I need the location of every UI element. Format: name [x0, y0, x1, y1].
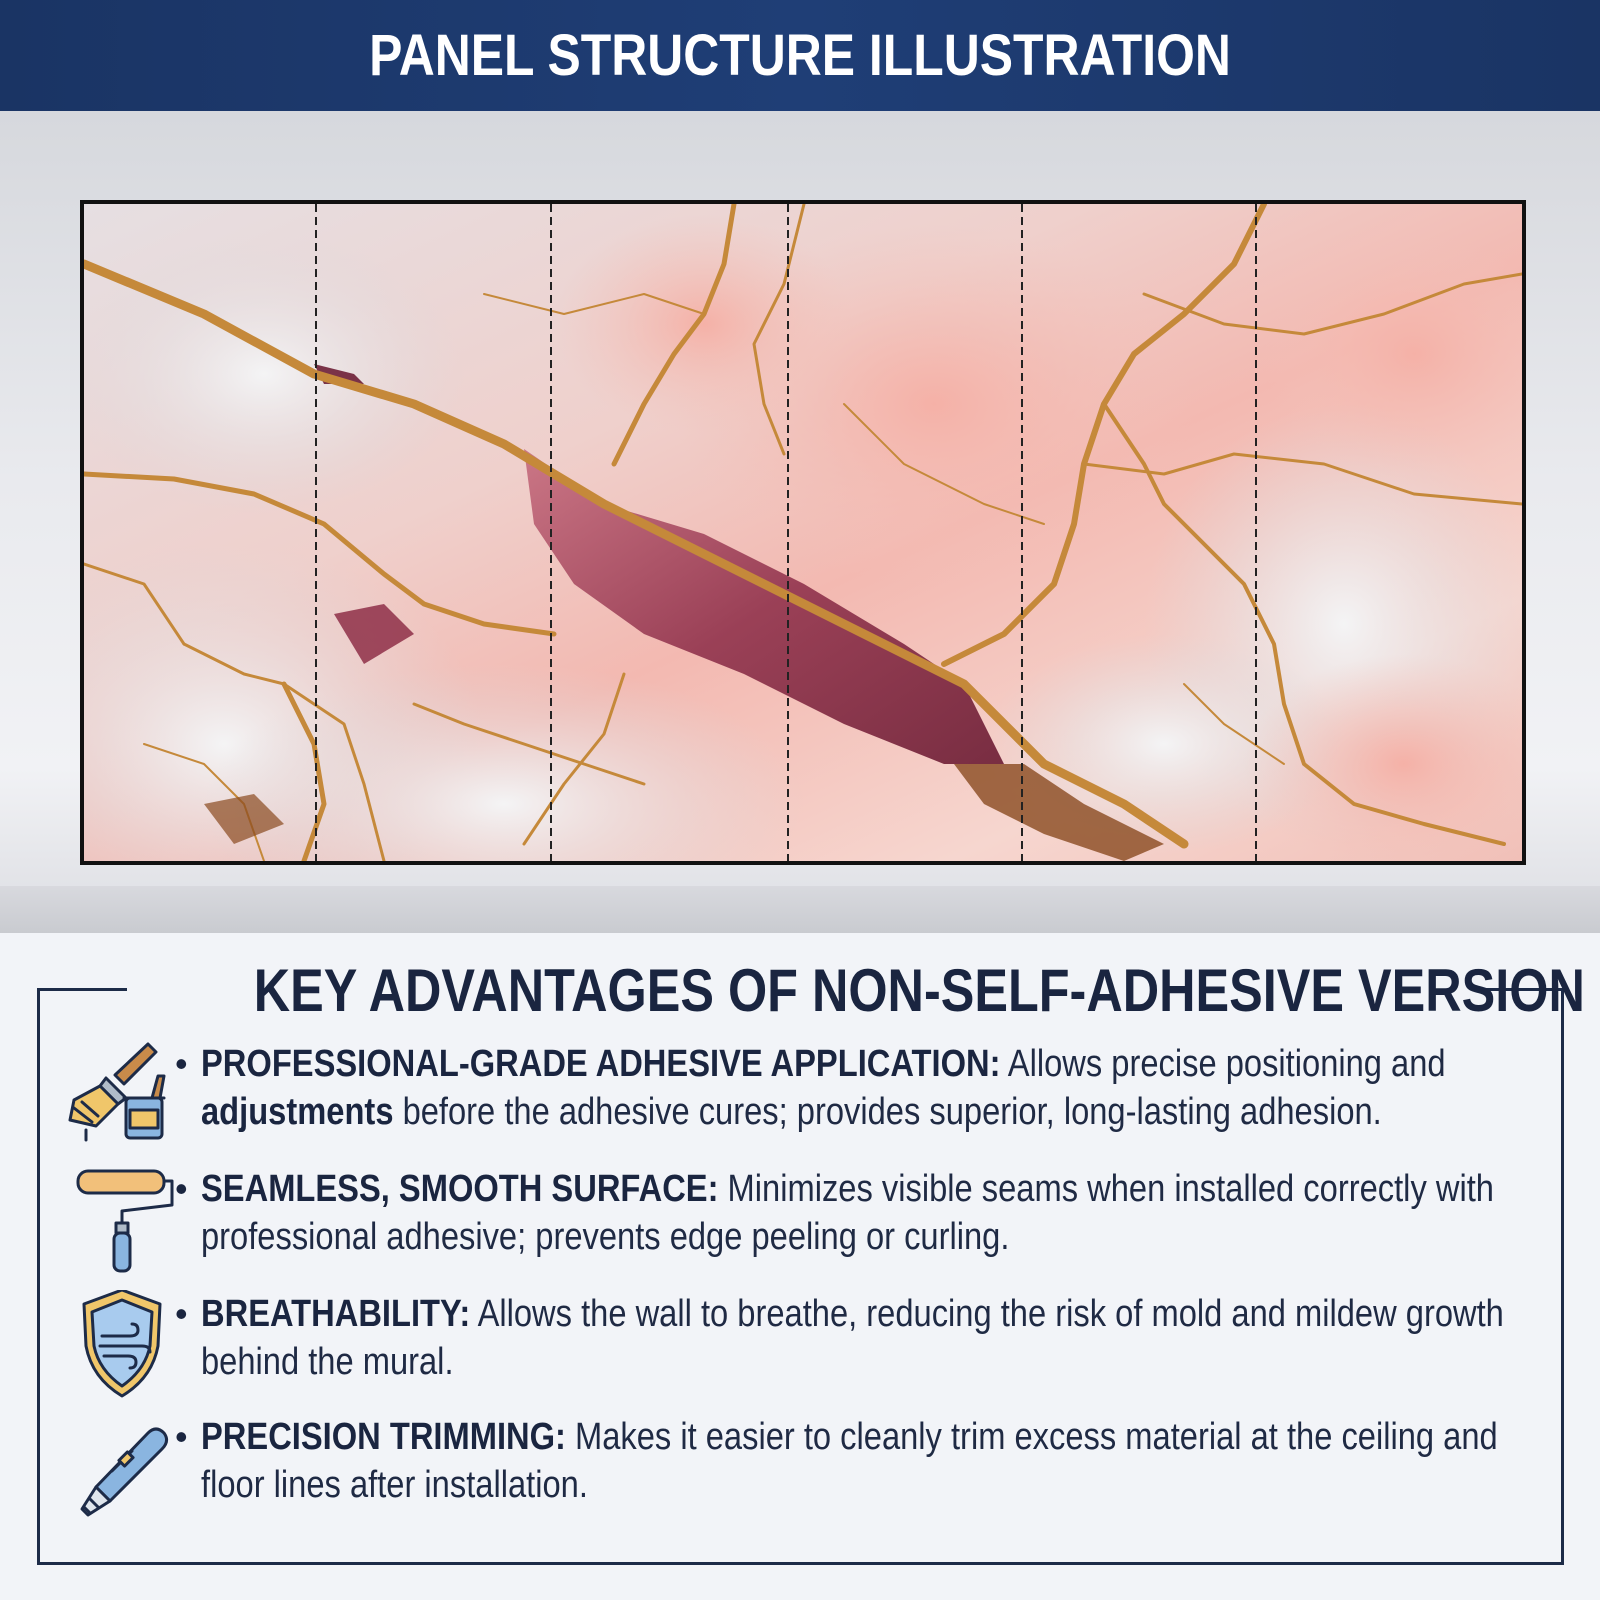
- utility-knife-icon: [60, 1413, 180, 1523]
- advantage-description: Minimizes visible seams when installed correctly with professional adhesive; prevents edge peeling or curling.: [201, 1168, 1494, 1258]
- advantage-text: [201, 1040, 1562, 1136]
- advantages-title: KEY ADVANTAGES OF NON-SELF-ADHESIVE VERSION: [253, 957, 1585, 1024]
- advantage-emphasis: adjustments: [201, 1091, 394, 1133]
- advantage-description-cont: before the adhesive cures; provides superior, long-lasting adhesion.: [393, 1091, 1382, 1133]
- advantage-item-seamless: [60, 1165, 1550, 1265]
- bullet: •: [175, 1293, 188, 1334]
- bullet: •: [175, 1168, 188, 1209]
- header-bar: [0, 0, 1600, 111]
- marble-mural-image: [84, 204, 1522, 861]
- page-title: PANEL STRUCTURE ILLUSTRATION: [369, 23, 1231, 88]
- advantage-item-breathability: [60, 1290, 1550, 1390]
- bullet: •: [175, 1416, 188, 1457]
- advantage-description: Allows precise positioning and: [1000, 1043, 1446, 1085]
- shield-air-icon: [60, 1290, 180, 1400]
- marble-mural: [80, 200, 1526, 865]
- advantage-label: BREATHABILITY:: [201, 1293, 471, 1335]
- paint-roller-icon: [60, 1165, 180, 1275]
- room-scene: [0, 111, 1600, 933]
- advantage-label: SEAMLESS, SMOOTH SURFACE:: [201, 1168, 719, 1210]
- advantage-text: [201, 1413, 1562, 1509]
- advantage-description: Allows the wall to breathe, reducing the risk of mold and mildew growth behind the mural.: [201, 1293, 1504, 1383]
- advantage-text: [201, 1290, 1562, 1386]
- advantage-item-adhesive: [60, 1040, 1550, 1140]
- advantage-item-trimming: [60, 1413, 1550, 1513]
- advantage-text: [201, 1165, 1562, 1261]
- bullet: •: [175, 1043, 188, 1084]
- paintbrush-icon: [60, 1040, 180, 1150]
- advantage-label: PROFESSIONAL-GRADE ADHESIVE APPLICATION:: [201, 1043, 1001, 1085]
- advantage-description: Makes it easier to cleanly trim excess material at the ceiling and floor lines after installation.: [201, 1416, 1498, 1506]
- floor: [0, 886, 1600, 933]
- advantage-label: PRECISION TRIMMING:: [201, 1416, 566, 1458]
- frame-top-line-left: [37, 988, 127, 991]
